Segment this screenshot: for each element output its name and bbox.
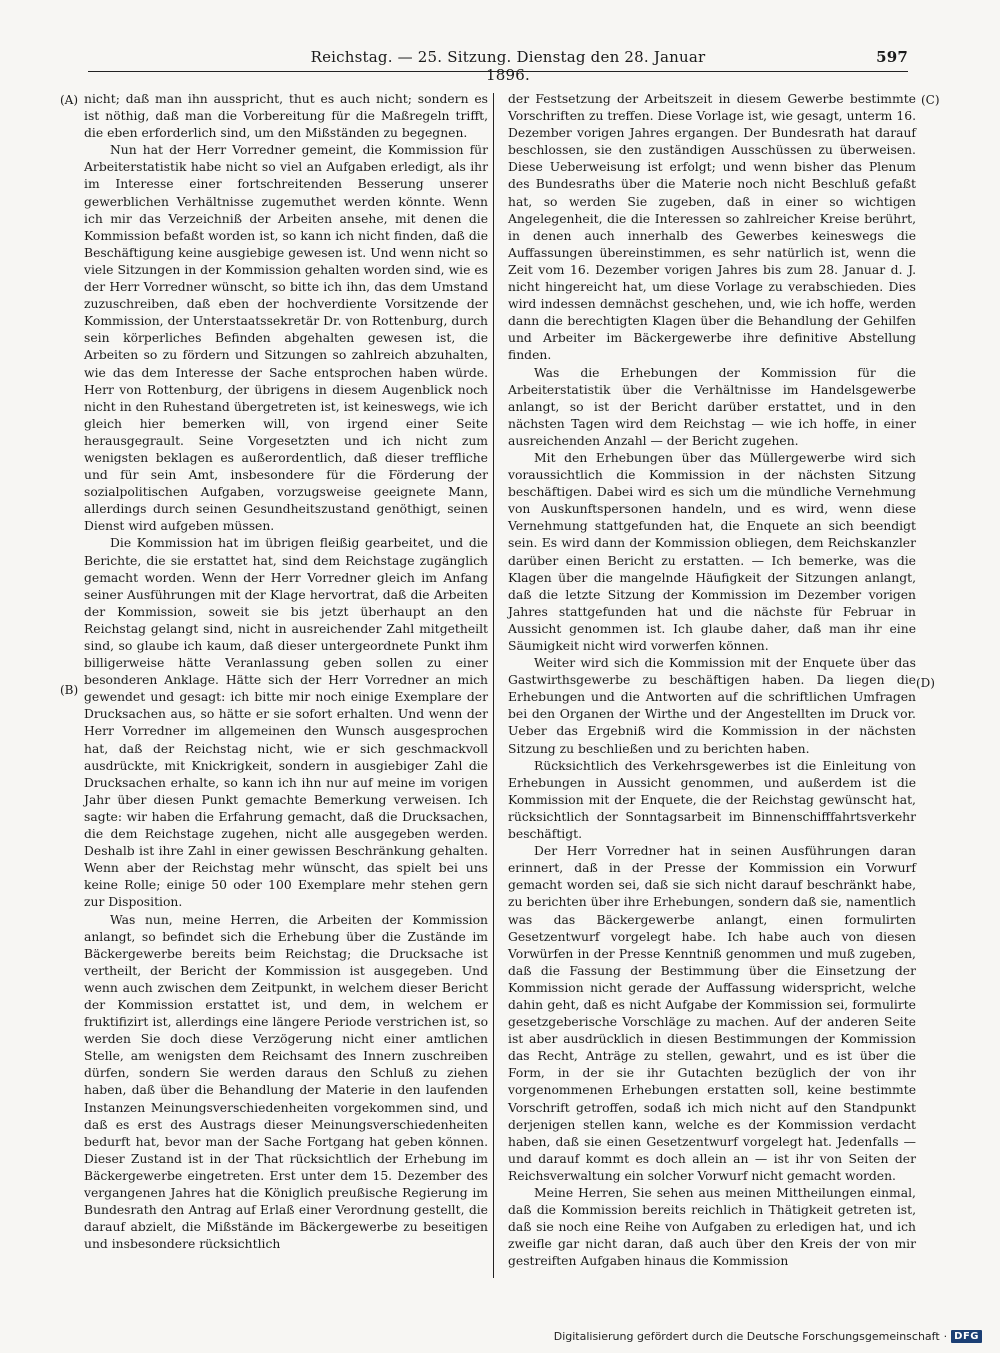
paragraph: der Festsetzung der Arbeitszeit in diesem Gewerbe bestimmte Vorschriften zu treffen. Diese Vorlage ist, wie gesagt, unterm 16. Dezember vorigen Jahres ergangen. Der Bundesrath hat darauf beschlossen, sie den zuständigen Ausschüssen zu überweisen. Diese Ueberweisung ist erfolgt; und wenn bisher das Plenum des Bundesraths über die Materie noch nicht Beschluß gefaßt hat, so werden Sie zugeben, daß in einer so wichtigen Angelegenheit, die die Interessen so zahlreicher Kreise berührt, in denen auch innerhalb des Gewerbes keineswegs die Auffassungen übereinstimmen, es sehr natürlich ist, wenn die Zeit vom 16. Dezember vorigen Jahres bis zum 28. Januar d. J. nicht hingereicht hat, um diese Vorlage zu verabschieden. Dies wird indessen demnächst geschehen, und, wie ich hoffe, werden dann die berechtigten Klagen über die Behandlung der Gehilfen und Arbeiter im Bäckergewerbe ihre definitive Abstellung finden. bbox=[508, 92, 916, 363]
column-rule bbox=[493, 93, 494, 1278]
left-column bbox=[84, 91, 488, 1253]
page-header bbox=[88, 48, 908, 84]
paragraph: nicht; daß man ihn ausspricht, thut es auch nicht; sondern es ist nöthig, daß man die Vorbereitung für die Maßregeln trifft, die eben erforderlich sind, um den Mißständen zu begegnen. bbox=[84, 92, 488, 141]
paragraph: Weiter wird sich die Kommission mit der Enquete über das Gastwirthsgewerbe zu beschäftigen haben. Da liegen die Erhebungen und die Antworten auf die schriftlichen Umfragen bei den Organen der Wirthe und der Angestellten im Druck vor. Ueber das Ergebniß wird die Kommission in der nächsten Sitzung zu beschließen und zu berichten haben. bbox=[508, 656, 916, 756]
dfg-logo: DFG bbox=[951, 1330, 982, 1343]
paragraph: Die Kommission hat im übrigen fleißig gearbeitet, und die Berichte, die sie erstattet hat, sind dem Reichstage zugänglich gemacht worden. Wenn der Herr Vorredner gleich im Anfang seiner Ausführungen mit der Klage hervortrat, daß die Arbeiten der Kommission, soweit sie bis jetzt überhaupt an den Reichstag gelangt sind, nicht in ausreichender Zahl mitgetheilt sind, so glaube ich kaum, daß dieser untergeordnete Punkt ihm billigerweise hätte Veranlassung geben sollen zu einer besonderen Anklage. Hätte sich der Herr Vorredner an mich gewendet und gesagt: ich bitte mir noch einige Exemplare der Drucksachen aus, so hätte er sie sofort erhalten. Und wenn der Herr Vorredner im allgemeinen den Wunsch ausgesprochen hat, daß der Reichstag nicht, wie er sich geschmackvoll ausdrückte, mit Knickrigkeit, sondern in ausgiebiger Zahl die Drucksachen erhalte, so kann ich ihn nur auf meine im vorigen Jahr über diesen Punkt gemachte Bemerkung verweisen. Ich sagte: wir haben die Erfahrung gemacht, daß die Drucksachen, die dem Reichstage zugehen, nicht alle ausgegeben werden. Deshalb ist ihre Zahl in einer gewissen Beschränkung gehalten. Wenn aber der Reichstag mehr wünscht, das spielt bei uns keine Rolle; einige 50 oder 100 Exemplare mehr stehen gern zur Disposition. bbox=[84, 536, 488, 910]
paragraph: Mit den Erhebungen über das Müllergewerbe wird sich voraussichtlich die Kommission in der nächsten Sitzung beschäftigen. Dabei wird es sich um die mündliche Vernehmung von Auskunftspersonen handeln, und es wird, wenn diese Vernehmung stattgefunden hat, die Enquete an sich beendigt sein. Es wird dann der Kommission obliegen, dem Reichskanzler darüber einen Bericht zu erstatten. — Ich bemerke, was die Klagen über die mangelnde Häufigkeit der Sitzungen anlangt, daß die letzte Sitzung der Kommission im Dezember vorigen Jahres stattgefunden hat und die nächste für Februar in Aussicht genommen ist. Ich glaube daher, daß man ihr eine Säumigkeit nicht wird vorwerfen können. bbox=[508, 450, 916, 653]
paragraph: Nun hat der Herr Vorredner gemeint, die Kommission für Arbeiterstatistik habe nicht so viel an Aufgaben erledigt, als ihr im Interesse einer fortschreitenden Besserung unserer gewerblichen Verhältnisse zugemuthet werden könnte. Wenn ich mir das Verzeichniß der Arbeiten ansehe, mit denen die Kommission befaßt worden ist, so kann ich nicht finden, daß die Beschäftigung keine ausgiebige gewesen ist. Und wenn nicht so viele Sitzungen in der Kommission gehalten worden sind, wie es der Herr Vorredner wünscht, so bitte ich ihn, das dem Umstand zuzuschreiben, daß eben der hochverdiente Vorsitzende der Kommission, der Unterstaatssekretär Dr. von Rottenburg, durch sein körperliches Befinden abgehalten gewesen ist, die Arbeiten so zu fördern und Sitzungen so zahlreich abzuhalten, wie das dem Interesse der Sache entsprochen haben würde. Herr von Rottenburg, der übrigens in diesem Augenblick noch nicht in den Ruhestand übergetreten ist, ist keineswegs, wie ich gleich hier bemerken will, von irgend einer Seite herausgegrault. Seine Vorgesetzten und ich nicht zum wenigsten beklagen es außerordentlich, daß dieser treffliche und für sein Amt, insbesondere für die Förderung der sozialpolitischen Aufgaben, vorzugsweise geeignete Mann, allerdings durch seinen Gesundheitszustand genöthigt, seinen Dienst wird aufgeben müssen. bbox=[84, 143, 488, 534]
margin-mark-a: (A) bbox=[60, 93, 79, 107]
header-rule bbox=[88, 71, 908, 72]
margin-mark-b: (B) bbox=[60, 683, 79, 697]
paragraph: Der Herr Vorredner hat in seinen Ausführungen daran erinnert, daß in der Presse der Kommission ein Vorwurf gemacht worden sei, daß sie sich nicht darauf beschränkt habe, zu berichten über ihre Erhebungen, sondern daß sie, namentlich was das Bäckergewerbe anlangt, einen formulirten Gesetzentwurf vorgelegt habe. Ich habe auch von diesen Vorwürfen in der Presse Kenntniß genommen und muß zugeben, daß die Fassung der Bestimmung über die Einsetzung der Kommission nicht gerade der Auffassung widerspricht, welche dahin geht, daß es nicht Aufgabe der Kommission sei, formulirte gesetzgeberische Vorschläge zu machen. Auf der anderen Seite ist aber ausdrücklich in diesen Bestimmungen der Kommission das Recht, Anträge zu stellen, gewahrt, und es ist über die Form, in der sie ihr Gutachten bezüglich der von ihr vorgenommenen Erhebungen erstatten soll, keine bestimmte Vorschrift getroffen, sodaß ich mich nicht auf den Standpunkt derjenigen stellen kann, welche es der Kommission verdacht haben, daß sie einen Gesetzentwurf vorgelegt hat. Jedenfalls — und darauf kommt es doch allein an — ist ihr von Seiten der Reichsverwaltung ein solcher Vorwurf nicht gemacht worden. bbox=[508, 844, 916, 1183]
paragraph: Was die Erhebungen der Kommission für die Arbeiterstatistik über die Verhältnisse im Handelsgewerbe anlangt, so ist der Bericht darüber erstattet, und in den nächsten Tagen wird dem Reichstag — wie ich hoffe, in einer ausreichenden Anzahl — der Bericht zugehen. bbox=[508, 365, 916, 448]
digitization-footer: Digitalisierung gefördert durch die Deutsche Forschungsgemeinschaft · DFG bbox=[554, 1330, 982, 1343]
footer-credit: Digitalisierung gefördert durch die Deutsche Forschungsgemeinschaft bbox=[553, 1330, 940, 1343]
paragraph: Was nun, meine Herren, die Arbeiten der Kommission anlangt, so befindet sich die Erhebung über die Zustände im Bäckergewerbe bereits beim Reichstag; die Drucksache ist vertheilt, der Bericht der Kommission ist ausgegeben. Und wenn auch zwischen dem Zeitpunkt, in welchem dieser Bericht der Kommission erstattet ist, und dem, in welchem er fruktifizirt ist, allerdings eine längere Periode verstrichen ist, so werden Sie doch diese Verzögerung nicht einer amtlichen Stelle, am wenigsten dem Reichsamt des Innern zuschreiben dürfen, sondern Sie werden daraus den Schluß zu ziehen haben, daß über die Behandlung der Materie in den laufenden Instanzen Meinungsverschiedenheiten vorgekommen sind, und daß es erst des Austrags dieser Meinungsverschiedenheiten bedurft hat, bevor man der Sache Fortgang hat geben können. Dieser Zustand ist in der That rücksichtlich der Erhebung im Bäckergewerbe eingetreten. Erst unter dem 15. Dezember des vergangenen Jahres hat die Königlich preußische Regierung im Bundesrath den Antrag auf Erlaß einer Verordnung gestellt, die darauf abzielt, die Mißstände im Bäckergewerbe zu beseitigen und insbesondere rücksichtlich bbox=[84, 912, 488, 1252]
page-number: 597 bbox=[876, 48, 908, 66]
paragraph: Meine Herren, Sie sehen aus meinen Mittheilungen einmal, daß die Kommission bereits reichlich in Thätigkeit getreten ist, daß sie noch eine Reihe von Aufgaben zu erledigen hat, und ich zweifle gar nicht daran, daß auch über den Kreis der von mir gestreiften Aufgaben hinaus die Kommission bbox=[508, 1186, 916, 1269]
paragraph: Rücksichtlich des Verkehrsgewerbes ist die Einleitung von Erhebungen in Aussicht genommen, und außerdem ist die Kommission mit der Enquete, die der Reichstag gewünscht hat, rücksichtlich der Sonntagsarbeit im Binnenschifffahrtsverkehr beschäftigt. bbox=[508, 758, 916, 842]
margin-mark-c: (C) bbox=[921, 93, 940, 107]
right-column bbox=[508, 91, 916, 1270]
running-title: Reichstag. — 25. Sitzung. Dienstag den 28. Januar 1896. bbox=[310, 48, 706, 84]
margin-mark-d: (D) bbox=[916, 676, 935, 690]
